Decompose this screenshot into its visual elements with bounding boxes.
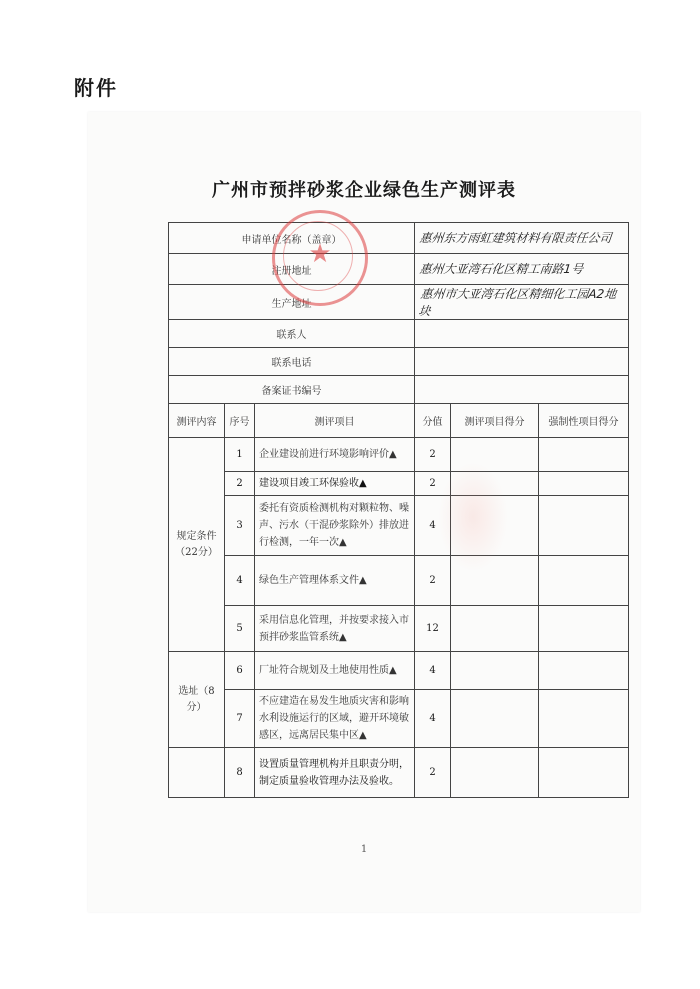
- attachment-label: 附件: [74, 76, 118, 100]
- page-number: 1: [360, 844, 368, 855]
- table-row: [169, 748, 629, 798]
- scanned-document: [88, 112, 640, 912]
- production-address-label: 生产地址: [169, 285, 415, 320]
- registered-address-label: 注册地址: [169, 254, 415, 285]
- item-text: 厂址符合规划及土地使用性质▲: [255, 652, 415, 690]
- item-score: 2: [415, 556, 451, 606]
- mandatory-score-cell: [539, 472, 629, 496]
- info-row-certificate: [169, 376, 629, 404]
- info-row-applicant: [169, 223, 629, 254]
- mandatory-score-cell: [539, 496, 629, 556]
- category-site: 选址（8分）: [169, 652, 225, 748]
- evaluation-table: [168, 222, 629, 798]
- mandatory-score-cell: [539, 748, 629, 798]
- table-row: [169, 606, 629, 652]
- certificate-value: [415, 376, 629, 404]
- production-address-value: 惠州市大亚湾石化区精细化工园A2地块: [413, 285, 631, 320]
- item-text: 采用信息化管理，并按要求接入市预拌砂浆监管系统▲: [255, 606, 415, 652]
- header-eval-score: 测评项目得分: [451, 404, 539, 438]
- mandatory-score-cell: [539, 652, 629, 690]
- item-no: 3: [225, 496, 255, 556]
- header-row: [169, 404, 629, 438]
- contact-value: [415, 320, 629, 348]
- item-text: 绿色生产管理体系文件▲: [255, 556, 415, 606]
- star-icon: ★: [308, 239, 332, 269]
- phone-label: 联系电话: [169, 348, 415, 376]
- item-text: 建设项目竣工环保验收▲: [255, 472, 415, 496]
- category-empty: [169, 748, 225, 798]
- item-score: 4: [415, 496, 451, 556]
- info-row-phone: [169, 348, 629, 376]
- item-score: 4: [415, 690, 451, 748]
- item-no: 1: [225, 438, 255, 472]
- item-score: 2: [415, 472, 451, 496]
- table-row: [169, 690, 629, 748]
- info-row-contact: [169, 320, 629, 348]
- header-mandatory-score: 强制性项目得分: [539, 404, 629, 438]
- eval-score-cell: [451, 652, 539, 690]
- eval-score-cell: [451, 690, 539, 748]
- item-no: 2: [225, 472, 255, 496]
- certificate-label: 备案证书编号: [169, 376, 415, 404]
- item-text: 企业建设前进行环境影响评价▲: [255, 438, 415, 472]
- table-row: [169, 496, 629, 556]
- header-score: 分值: [415, 404, 451, 438]
- item-no: 5: [225, 606, 255, 652]
- item-no: 7: [225, 690, 255, 748]
- header-category: 测评内容: [169, 404, 225, 438]
- applicant-value: 惠州东方雨虹建筑材料有限责任公司: [413, 223, 630, 254]
- document-title: 广州市预拌砂浆企业绿色生产测评表: [212, 180, 516, 201]
- mandatory-score-cell: [539, 606, 629, 652]
- item-text: 委托有资质检测机构对颗粒物、噪声、污水（干混砂浆除外）排放进行检测，一年一次▲: [255, 496, 415, 556]
- item-score: 2: [415, 748, 451, 798]
- item-score: 12: [415, 606, 451, 652]
- mandatory-score-cell: [539, 438, 629, 472]
- registered-address-value: 惠州大亚湾石化区精工南路1号: [413, 254, 630, 285]
- item-no: 8: [225, 748, 255, 798]
- faint-seal-mark: [438, 462, 508, 572]
- info-row-registered-address: [169, 254, 629, 285]
- table-row: [169, 652, 629, 690]
- contact-label: 联系人: [169, 320, 415, 348]
- item-score: 4: [415, 652, 451, 690]
- item-no: 4: [225, 556, 255, 606]
- info-row-production-address: [169, 285, 629, 320]
- table-row: [169, 438, 629, 472]
- applicant-label: 申请单位名称（盖章）: [169, 223, 415, 254]
- item-text: 不应建造在易发生地质灾害和影响水利设施运行的区域，避开环境敏感区，远离居民集中区▲: [255, 690, 415, 748]
- category-regulation: 规定条件（22分）: [169, 438, 225, 652]
- table-row: [169, 556, 629, 606]
- item-text: 设置质量管理机构并且职责分明，制定质量验收管理办法及验收。: [255, 748, 415, 798]
- mandatory-score-cell: [539, 690, 629, 748]
- eval-score-cell: [451, 748, 539, 798]
- company-seal: [272, 210, 368, 306]
- table-row: [169, 472, 629, 496]
- mandatory-score-cell: [539, 556, 629, 606]
- header-seq: 序号: [225, 404, 255, 438]
- header-item: 测评项目: [255, 404, 415, 438]
- phone-value: [415, 348, 629, 376]
- item-score: 2: [415, 438, 451, 472]
- eval-score-cell: [451, 606, 539, 652]
- item-no: 6: [225, 652, 255, 690]
